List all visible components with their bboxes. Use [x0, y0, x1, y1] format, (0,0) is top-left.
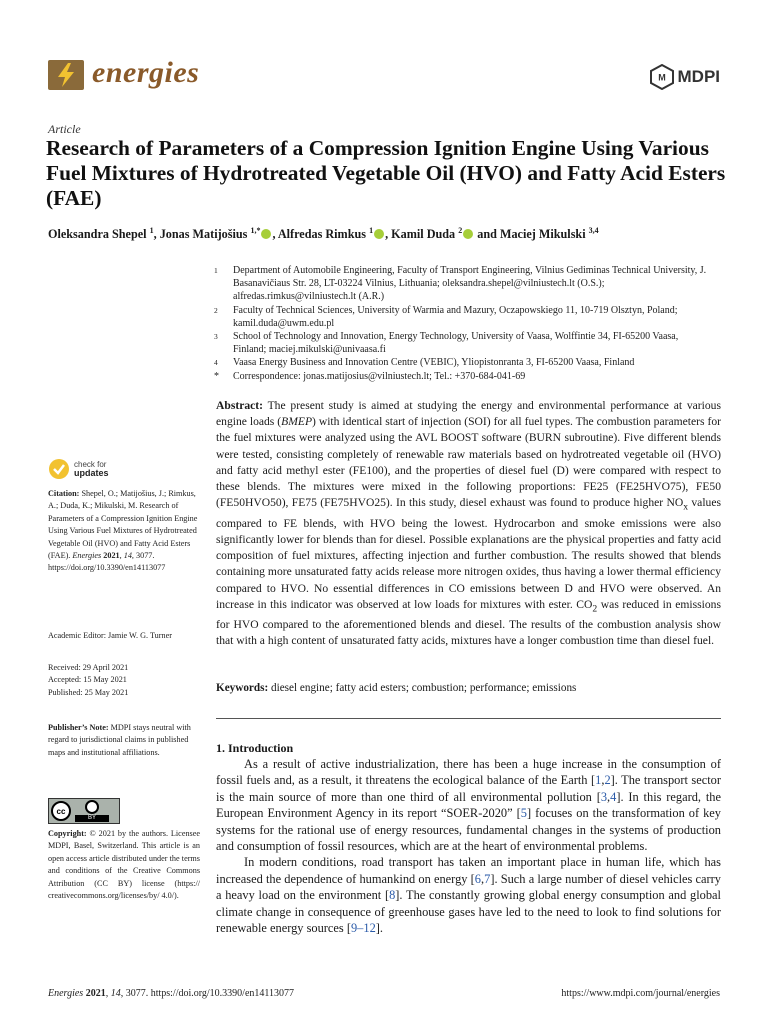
affiliation-marker: 1: [369, 226, 374, 235]
paragraph-text: ,: [607, 789, 611, 804]
footer-citation: Energies 2021, 14, 3077. https://doi.org/10.3390/en14113077: [48, 988, 295, 999]
affiliation-text: Correspondence: jonas.matijosius@vilniustech.lt; Tel.: +370-684-041-69: [233, 370, 526, 382]
author-separator: and: [474, 227, 500, 242]
publisher-note: Publisher’s Note: MDPI stays neutral with regard to jurisdictional claims in published maps and institutional affiliations.: [48, 723, 191, 757]
cc-icon: cc: [51, 801, 71, 821]
paragraph-text: As a result of active industrialization, there has been a huge increase in the consumption of fossil fuels and, as a result, it threatens the ecological balance of the Earth [: [216, 757, 721, 788]
received-date: Received: 29 April 2021: [48, 663, 129, 672]
affiliation-marker: 3,4: [588, 226, 599, 235]
orcid-icon[interactable]: [374, 229, 384, 239]
affiliation-item: [214, 356, 714, 369]
citation-link[interactable]: 9–12: [350, 921, 376, 936]
author-separator: ,: [272, 227, 278, 242]
affiliation-item: [214, 304, 714, 330]
paragraph-text: ]. Such a large number of diesel vehicles carry a heavy load on the environment [: [216, 871, 721, 903]
paragraph-text: ,: [481, 871, 485, 886]
divider: [216, 718, 721, 719]
author-name[interactable]: Maciej Mikulski: [499, 227, 586, 242]
author-list: [48, 226, 738, 242]
author-separator: ,: [153, 227, 160, 242]
academic-editor: Academic Editor: Jamie W. G. Turner: [48, 631, 172, 640]
affiliation-marker: 1: [149, 226, 154, 235]
orcid-icon[interactable]: [463, 229, 473, 239]
mdpi-hexagon-icon: [649, 64, 675, 90]
paragraph-text: ,: [601, 773, 605, 788]
citation-link[interactable]: 8: [389, 888, 396, 903]
affiliation-text: Department of Automobile Engineering, Faculty of Transport Engineering, Vilnius Gediminas Technical University, J. Basanavičiaus Str. 28, LT-03224 Vilnius, Lithuania; oleksandra.shepel@vilniustech.lt (O.S.); alfredas.rimkus@vilniustech.lt (A.R.): [233, 265, 707, 303]
affiliation-number: *: [214, 370, 219, 382]
introduction-body: [216, 756, 721, 936]
lightning-icon: [48, 60, 84, 90]
paragraph-text: ]. The transport sector is the main source of more than one third of all environmental pollution [: [216, 773, 721, 804]
citation: Citation: Shepel, O.; Matijošius, J.; Rimkus, A.; Duda, K.; Mikulski, M. Research of Parameters of a Compression Ignition Engine Using Various Fuel Mixtures of Hydrotreated Vegetable Oil (HVO) and Fatty Acid Esters (FAE). Energies 2021, 14, 3077. https://doi.org/10.3390/en14113077: [48, 489, 198, 573]
affiliations: [214, 264, 714, 383]
citation-link[interactable]: 5: [520, 806, 527, 821]
abstract: Abstract: The present study is aimed at studying the energy and environmental performance at various engine loads (BMEP) with identical start of injection (SOI) for all fuel types. The combustion parameters for the fuel mixtures were analyzed using the AVL BOOST software (BURN subroutine). Five different blends were tested, consisting completely of renewable raw materials based on hydrotreated vegetable oil (HVO) and fatty acid methyl ester (FE100), and the properties of diesel fuel (D) were compared with respect to these blends. The mixtures were mixed in the following proportions: FE25 (FE25HVO75), FE50 (FE50HVO50), FE75 (FE75HVO25). In this study, diesel exhaust was found to produce higher $NO_x$ values compared to FE blends, with HVO being the lowest. Hydrocarbon and smoke emissions were also significantly lower for blends than for diesel. Possible explanations are the physical properties and fatty acid composition of fuel mixtures, affecting injection and further combustion. The results showed that blends containing more unsaturated fatty acids release more nitrogen oxides, thus having a lower thermal efficiency compared to HVO. No essential differences in CO emissions between D and HVO were observed. An increase in this indicator was observed at low loads for mixtures with ester. $CO_2$ was reduced in emissions for HVO compared to the aforementioned blends and diesel. The results of the combustion analysis show that with a high content of unsaturated fatty acids, mixtures have a longer combustion time than diesel fuel.: [216, 399, 721, 648]
accepted-date: Accepted: 15 May 2021: [48, 675, 127, 685]
check-updates-label: check for updates: [74, 460, 109, 478]
affiliation-number: 4: [214, 358, 218, 368]
citation-link[interactable]: 1: [595, 773, 602, 788]
check-for-updates[interactable]: [48, 458, 109, 480]
affiliation-number: 1: [214, 266, 218, 275]
author-name[interactable]: Alfredas Rimkus: [277, 227, 367, 242]
paragraph-text: ].: [375, 921, 383, 936]
by-icon: BY: [75, 800, 109, 822]
citation-link[interactable]: 7: [484, 871, 491, 886]
citation-link[interactable]: 6: [474, 871, 481, 886]
paragraph: [216, 756, 721, 854]
paragraph-text: ]. The constantly growing global energy consumption and global climate change in consequence of greenhouse gases have led to the need to look to find solutions for renewable energy sources [: [216, 888, 721, 936]
citation-link[interactable]: 4: [610, 789, 617, 804]
publisher-name: MDPI: [677, 67, 720, 86]
affiliation-text: School of Technology and Innovation, Energy Technology, University of Vaasa, Wolffintie 34, FI-65200 Vaasa, Finland; maciej.mikulski@univaasa.fi: [233, 331, 679, 356]
keywords: Keywords: diesel engine; fatty acid esters; combustion; performance; emissions: [216, 682, 577, 694]
affiliation-text: Faculty of Technical Sciences, University of Warmia and Mazury, Oczapowskiego 11, 10-719 Olsztyn, Poland; kamil.duda@uwm.edu.pl: [233, 304, 678, 329]
affiliation-item: [214, 330, 714, 356]
affiliation-text: Vaasa Energy Business and Innovation Centre (VEBIC), Yliopistonranta 3, FI-65200 Vaasa, Finland: [233, 357, 635, 369]
cc-by-license-badge[interactable]: [48, 798, 120, 824]
history-dates: [48, 662, 200, 699]
svg-text:M: M: [657, 72, 666, 83]
check-updates-icon: [48, 458, 70, 480]
affiliation-marker: 1,*: [250, 226, 261, 235]
section-heading-introduction: 1. Introduction: [216, 741, 294, 755]
affiliation-item: [214, 370, 714, 383]
publisher-logo: [649, 64, 721, 90]
paragraph-text: In modern conditions, road transport has taken an important place in human life, which has increased the dependence of humankind on energy [: [216, 855, 721, 886]
copyright: Copyright: © 2021 by the authors. Licensee MDPI, Basel, Switzerland. This article is an open access article distributed under the terms and conditions of the Creative Commons Attribution (CC BY) license (https:// creativecommons.org/licenses/by/ 4.0/).: [48, 829, 200, 901]
affiliation-marker: 2: [458, 226, 463, 235]
affiliation-item: [214, 264, 714, 304]
orcid-icon[interactable]: [261, 229, 271, 239]
author-name[interactable]: Oleksandra Shepel: [48, 227, 147, 242]
article-title: Research of Parameters of a Compression Ignition Engine Using Various Fuel Mixtures of Hydrotreated Vegetable Oil (HVO) and Fatty Acid Esters (FAE): [46, 136, 726, 210]
author-name[interactable]: Jonas Matijošius: [159, 227, 248, 242]
journal-name: energies: [92, 56, 200, 89]
author-separator: ,: [385, 227, 392, 242]
article-type: Article: [48, 122, 81, 136]
paragraph: [216, 854, 721, 936]
published-date: Published: 25 May 2021: [48, 687, 129, 697]
journal-url[interactable]: https://www.mdpi.com/journal/energies: [561, 988, 720, 999]
affiliation-number: 3: [214, 332, 218, 342]
citation-link[interactable]: 2: [604, 773, 611, 788]
paragraph-text: ]. In this regard, the European Environment Agency in its report “SOER-2020” [: [216, 789, 721, 821]
person-icon: [85, 800, 99, 814]
citation-link[interactable]: 3: [600, 789, 608, 804]
affiliation-number: 2: [214, 305, 218, 315]
paragraph-text: ] focuses on the transformation of key systems for the rational use of energy resources, fundamental changes in the systems of production and consumption of fossil resources, which are at the heart of environmental problems.: [216, 806, 721, 854]
journal-logo: [48, 60, 84, 90]
author-name[interactable]: Kamil Duda: [391, 227, 456, 242]
